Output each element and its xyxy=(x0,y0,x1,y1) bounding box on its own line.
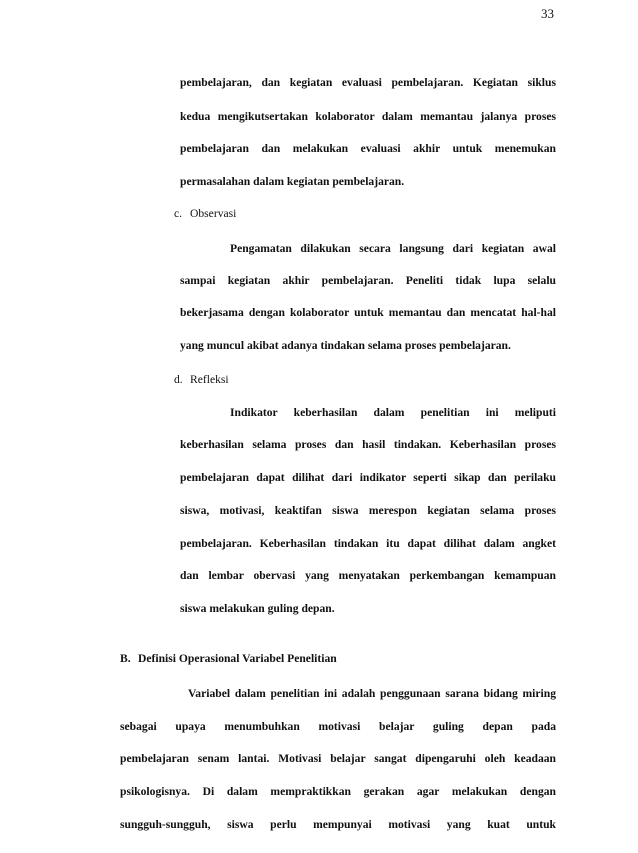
text-line: Pengamatan dilakukan secara langsung dari kegiatan awal xyxy=(230,242,556,255)
text-line: keberhasilan selama proses dan hasil tindakan. Keberhasilan proses xyxy=(180,438,556,451)
section-label: c. xyxy=(174,207,183,220)
text-line: Variabel dalam penelitian ini adalah penggunaan sarana bidang miring xyxy=(188,687,556,700)
section-label: d. xyxy=(174,373,183,386)
text-line: bekerjasama dengan kolaborator untuk memantau dan mencatat hal-hal xyxy=(180,306,556,319)
text-line: psikologisnya. Di dalam mempraktikkan gerakan agar melakukan dengan xyxy=(120,785,556,798)
page-number: 33 xyxy=(541,6,554,21)
text-line: dan lembar obervasi yang menyatakan perkembangan kemampuan xyxy=(180,569,556,582)
section-title: Refleksi xyxy=(190,373,229,386)
heading-label: B. xyxy=(120,652,131,665)
text-line: sebagai upaya menumbuhkan motivasi belajar guling depan pada xyxy=(120,720,556,733)
text-line: siswa melakukan guling depan. xyxy=(180,602,335,615)
text-line: pembelajaran dan melakukan evaluasi akhir untuk menemukan xyxy=(180,142,556,155)
text-line: pembelajaran, dan kegiatan evaluasi pembelajaran. Kegiatan siklus xyxy=(180,76,556,89)
text-line: pembelajaran senam lantai. Motivasi belajar sangat dipengaruhi oleh keadaan xyxy=(120,752,556,765)
text-line: siswa, motivasi, keaktifan siswa merespon kegiatan selama proses xyxy=(180,504,556,517)
text-line: pembelajaran dapat dilihat dari indikator seperti sikap dan perilaku xyxy=(180,471,556,484)
text-line: yang muncul akibat adanya tindakan selama proses pembelajaran. xyxy=(180,339,511,352)
text-line: pembelajaran. Keberhasilan tindakan itu dapat dilihat dalam angket xyxy=(180,537,556,550)
text-line: Indikator keberhasilan dalam penelitian ini meliputi xyxy=(230,406,556,419)
text-line: permasalahan dalam kegiatan pembelajaran. xyxy=(180,175,405,188)
text-line: sungguh-sungguh, siswa perlu mempunyai motivasi yang kuat untuk xyxy=(120,818,556,831)
heading-title: Definisi Operasional Variabel Penelitian xyxy=(138,652,337,665)
text-line: sampai kegiatan akhir pembelajaran. Peneliti tidak lupa selalu xyxy=(180,274,556,287)
text-line: kedua mengikutsertakan kolaborator dalam memantau jalanya proses xyxy=(180,110,556,123)
section-title: Observasi xyxy=(190,207,237,220)
